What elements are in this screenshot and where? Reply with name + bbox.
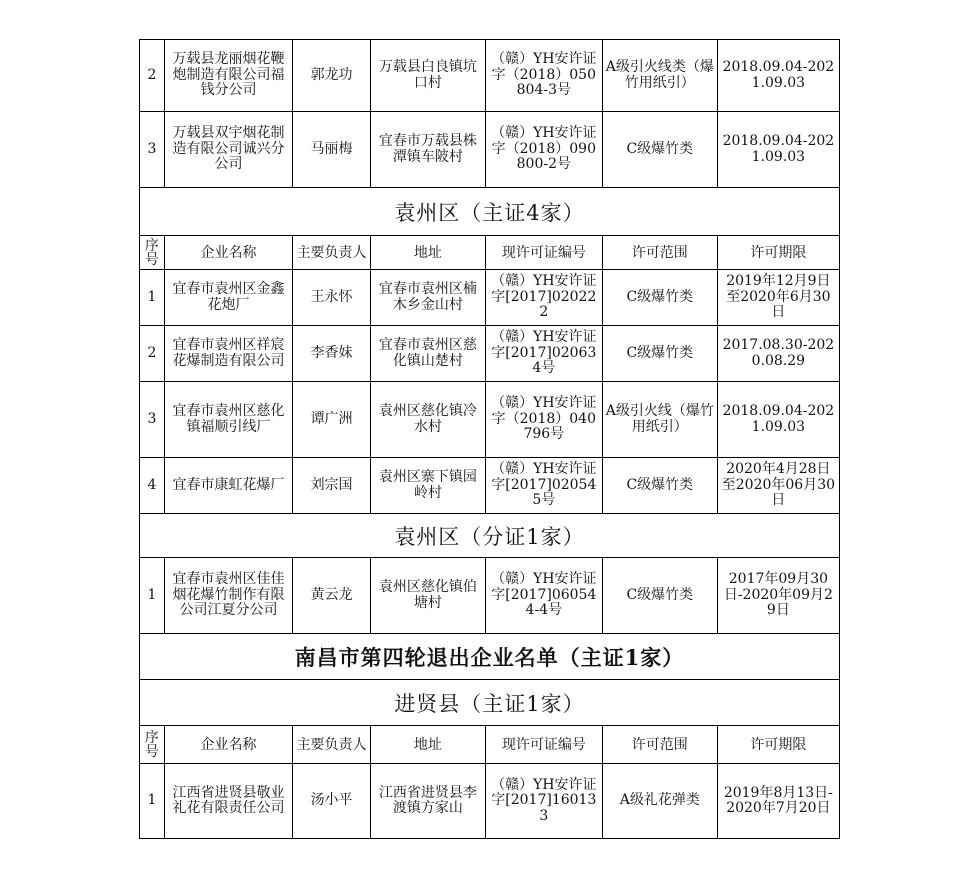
principal-cell — [293, 112, 371, 188]
license-scope-cell — [602, 558, 717, 634]
license-number-header-text: 现许可证编号 — [501, 244, 586, 261]
address-cell — [370, 764, 485, 839]
section-title-row — [140, 680, 840, 726]
seq-text: 2 — [147, 66, 157, 83]
company-name-cell — [164, 764, 292, 839]
license-number-header-text: 现许可证编号 — [501, 736, 586, 753]
address-header — [370, 236, 485, 270]
seq-text: 3 — [147, 410, 157, 427]
principal-cell — [293, 382, 371, 458]
license-period-header-text: 许可期限 — [750, 736, 807, 753]
company-name-cell — [164, 458, 292, 514]
license-number-text: （赣）YH安许证字[2017]020545号 — [491, 461, 597, 509]
seq-header-text: 序号 — [144, 237, 159, 268]
address-header-text: 地址 — [413, 244, 442, 261]
table-row — [140, 558, 840, 634]
table-row — [140, 458, 840, 514]
license-scope-text: C级爆竹类 — [626, 476, 694, 493]
seq-cell — [140, 558, 165, 634]
license-scope-text: C级爆竹类 — [626, 288, 694, 305]
address-header-text: 地址 — [413, 736, 442, 753]
address-header — [370, 726, 485, 764]
license-period-header — [717, 726, 839, 764]
license-period-cell — [717, 326, 839, 382]
license-period-text: 2020年4月28日至2020年06月30日 — [721, 461, 836, 509]
principal-header-text: 主要负责人 — [296, 244, 367, 261]
license-period-text: 2018.09.04-2021.09.03 — [722, 403, 835, 435]
company-name-cell — [164, 270, 292, 326]
principal-text: 郭龙功 — [310, 66, 353, 83]
address-text: 万载县白良镇坑口村 — [378, 59, 477, 91]
license-period-cell — [717, 382, 839, 458]
principal-text: 马丽梅 — [310, 140, 353, 157]
seq-text: 1 — [147, 586, 157, 603]
company-name-text: 宜春市袁州区佳佳烟花爆竹制作有限公司江夏分公司 — [172, 571, 285, 619]
address-text: 袁州区慈化镇伯塘村 — [378, 579, 477, 611]
seq-text: 3 — [147, 140, 157, 157]
principal-text: 黄云龙 — [310, 586, 353, 603]
license-period-cell — [717, 458, 839, 514]
license-number-text: （赣）YH安许证字（2018）040796号 — [491, 395, 597, 443]
principal-text: 王永怀 — [310, 288, 353, 305]
table-row — [140, 382, 840, 458]
principal-cell — [293, 326, 371, 382]
license-scope-text: C级爆竹类 — [626, 344, 694, 361]
license-scope-header — [602, 236, 717, 270]
principal-text: 李香妹 — [310, 344, 353, 361]
license-period-cell — [717, 270, 839, 326]
seq-cell — [140, 764, 165, 839]
company-name-cell — [164, 112, 292, 188]
company-name-header — [164, 236, 292, 270]
city-title: 南昌市第四轮退出企业名单（主证1家） — [140, 634, 840, 680]
principal-text: 汤小平 — [310, 792, 353, 809]
license-number-header — [485, 726, 602, 764]
license-period-text: 2018.09.04-2021.09.03 — [722, 59, 835, 91]
seq-cell — [140, 270, 165, 326]
license-number-cell — [485, 40, 602, 112]
company-name-header-text: 企业名称 — [200, 244, 257, 261]
section-title-row — [140, 514, 840, 558]
company-name-text: 万载县双宇烟花制造有限公司诚兴分公司 — [172, 125, 285, 173]
company-name-cell — [164, 558, 292, 634]
table-header-row — [140, 236, 840, 270]
table-header-row — [140, 726, 840, 764]
address-text: 宜春市袁州区楠木乡金山村 — [378, 281, 477, 313]
table-row — [140, 112, 840, 188]
principal-text: 谭广洲 — [310, 410, 353, 427]
company-name-cell — [164, 40, 292, 112]
license-scope-text: C级爆竹类 — [626, 140, 694, 157]
address-cell — [370, 112, 485, 188]
seq-text: 2 — [147, 344, 157, 361]
license-number-cell — [485, 382, 602, 458]
address-text: 宜春市万载县株潭镇车陂村 — [378, 133, 477, 165]
license-period-cell — [717, 40, 839, 112]
seq-text: 1 — [147, 792, 157, 809]
license-period-header-text: 许可期限 — [750, 244, 807, 261]
seq-cell — [140, 112, 165, 188]
license-scope-text: A级礼花弹类 — [619, 792, 700, 809]
city-title-row — [140, 634, 840, 680]
address-cell — [370, 40, 485, 112]
license-period-cell — [717, 558, 839, 634]
license-number-cell — [485, 458, 602, 514]
table-body — [140, 40, 840, 839]
principal-cell — [293, 458, 371, 514]
principal-header — [293, 236, 371, 270]
seq-cell — [140, 382, 165, 458]
license-scope-text: A级引火线类（爆竹用纸引） — [605, 59, 714, 91]
seq-text: 4 — [147, 476, 157, 493]
principal-text: 刘宗国 — [310, 476, 353, 493]
license-scope-cell — [602, 326, 717, 382]
section-title-row — [140, 188, 840, 236]
company-name-cell — [164, 326, 292, 382]
address-cell — [370, 458, 485, 514]
license-period-text: 2019年8月13日-2020年7月20日 — [723, 784, 833, 816]
section-title: 进贤县（主证1家） — [140, 680, 840, 726]
table-row — [140, 40, 840, 112]
license-scope-cell — [602, 382, 717, 458]
license-period-header — [717, 236, 839, 270]
license-number-text: （赣）YH安许证字[2017]020222 — [491, 273, 597, 321]
section-title: 袁州区（分证1家） — [140, 514, 840, 558]
license-period-text: 2019年12月9日至2020年6月30日 — [726, 273, 831, 321]
company-name-text: 宜春市袁州区金鑫花炮厂 — [172, 281, 285, 313]
license-number-cell — [485, 270, 602, 326]
seq-text: 1 — [147, 288, 157, 305]
address-text: 袁州区寨下镇园岭村 — [378, 469, 477, 501]
company-name-header — [164, 726, 292, 764]
seq-header-text: 序号 — [144, 729, 159, 760]
company-name-text: 万载县龙丽烟花鞭炮制造有限公司福钱分公司 — [172, 51, 285, 99]
address-text: 江西省进贤县李渡镇方家山 — [378, 784, 477, 816]
company-name-cell — [164, 382, 292, 458]
seq-cell — [140, 40, 165, 112]
license-scope-header-text: 许可范围 — [631, 244, 688, 261]
license-scope-text: C级爆竹类 — [626, 586, 694, 603]
license-scope-header — [602, 726, 717, 764]
license-scope-cell — [602, 112, 717, 188]
principal-header — [293, 726, 371, 764]
principal-cell — [293, 764, 371, 839]
license-period-text: 2017.08.30-2020.08.29 — [722, 337, 835, 369]
license-number-cell — [485, 558, 602, 634]
license-scope-cell — [602, 764, 717, 839]
address-cell — [370, 326, 485, 382]
seq-header — [140, 236, 165, 270]
license-number-text: （赣）YH安许证字[2017]160133 — [491, 776, 597, 824]
license-number-header — [485, 236, 602, 270]
principal-cell — [293, 558, 371, 634]
license-period-cell — [717, 112, 839, 188]
company-name-header-text: 企业名称 — [200, 736, 257, 753]
enterprise-table — [139, 39, 840, 839]
license-number-text: （赣）YH安许证字[2017]020634号 — [491, 329, 597, 377]
license-period-text: 2017年09月30日-2020年09月29日 — [723, 571, 833, 619]
table-row — [140, 270, 840, 326]
license-scope-text: A级引火线（爆竹用纸引） — [605, 403, 714, 435]
license-number-text: （赣）YH安许证字[2017]060544-4号 — [491, 571, 597, 619]
company-name-text: 宜春市袁州区慈化镇福顺引线厂 — [172, 403, 285, 435]
license-period-text: 2018.09.04-2021.09.03 — [722, 133, 835, 165]
license-scope-header-text: 许可范围 — [631, 736, 688, 753]
enterprise-list-sheet — [139, 39, 840, 839]
license-number-cell — [485, 764, 602, 839]
license-scope-cell — [602, 270, 717, 326]
address-cell — [370, 270, 485, 326]
address-text: 袁州区慈化镇冷水村 — [378, 403, 477, 435]
address-cell — [370, 382, 485, 458]
principal-header-text: 主要负责人 — [296, 736, 367, 753]
seq-header — [140, 726, 165, 764]
address-cell — [370, 558, 485, 634]
license-period-cell — [717, 764, 839, 839]
address-text: 宜春市袁州区慈化镇山楚村 — [378, 337, 477, 369]
seq-cell — [140, 458, 165, 514]
license-number-text: （赣）YH安许证字（2018）090800-2号 — [491, 125, 597, 173]
seq-cell — [140, 326, 165, 382]
table-row — [140, 764, 840, 839]
license-scope-cell — [602, 40, 717, 112]
license-number-cell — [485, 326, 602, 382]
table-row — [140, 326, 840, 382]
company-name-text: 宜春市康虹花爆厂 — [172, 476, 285, 493]
company-name-text: 宜春市袁州区祥宸花爆制造有限公司 — [172, 337, 285, 369]
company-name-text: 江西省进贤县敬业礼花有限责任公司 — [172, 784, 285, 816]
license-scope-cell — [602, 458, 717, 514]
principal-cell — [293, 270, 371, 326]
principal-cell — [293, 40, 371, 112]
section-title: 袁州区（主证4家） — [140, 188, 840, 236]
license-number-text: （赣）YH安许证字（2018）050804-3号 — [491, 51, 597, 99]
license-number-cell — [485, 112, 602, 188]
